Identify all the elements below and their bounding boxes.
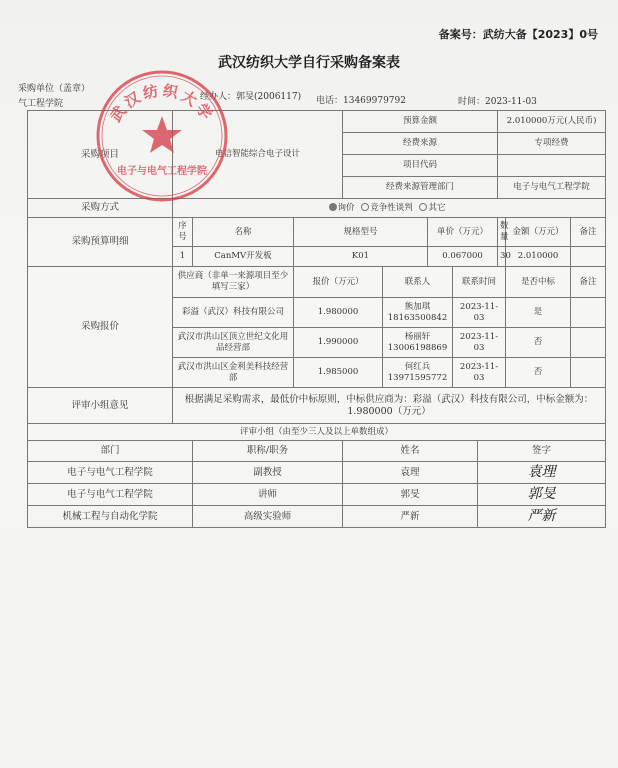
handwritten-signature: 郭旻 bbox=[527, 485, 556, 502]
group-col-dept: 部门 bbox=[28, 441, 193, 462]
form-title: 武汉纺织大学自行采购备案表 bbox=[218, 55, 400, 71]
budget-label: 预算金额 bbox=[343, 111, 498, 133]
handwritten-signature: 严新 bbox=[527, 507, 556, 524]
radio-icon bbox=[419, 203, 427, 211]
budget-col-index: 序号 bbox=[173, 218, 193, 247]
method-option-xunjia: 询价 bbox=[329, 203, 355, 214]
member-name: 严新 bbox=[343, 506, 478, 528]
review-opinion-label: 评审小组意见 bbox=[28, 388, 173, 424]
group-member-row bbox=[28, 484, 606, 506]
radio-selected-icon bbox=[329, 203, 337, 211]
quote-col-supplier: 供应商（非单一来源项目至少填写三家） bbox=[173, 267, 294, 298]
quote-contact: 熊加琪 18163500842 bbox=[383, 298, 453, 328]
quote-col-note: 备注 bbox=[571, 267, 606, 298]
seal-text: 武汉纺织大学 bbox=[106, 81, 218, 126]
quote-time: 2023-11-03 bbox=[453, 298, 506, 328]
quote-time: 2023-11-03 bbox=[453, 328, 506, 358]
review-group-title: 评审小组（由至少三人及以上单数组成） bbox=[28, 424, 606, 441]
budget-col-unit-price: 单价（万元） bbox=[428, 218, 498, 247]
budget-col-amount: 金额（万元） bbox=[506, 218, 571, 247]
fund-dept-value: 电子与电气工程学院 bbox=[498, 177, 606, 199]
method-label: 采购方式 bbox=[28, 199, 173, 218]
member-signature bbox=[478, 506, 606, 528]
quote-won: 否 bbox=[506, 358, 571, 388]
budget-col-model: 规格型号 bbox=[294, 218, 428, 247]
budget-col-qty: 数量 bbox=[498, 218, 506, 247]
member-signature bbox=[478, 462, 606, 484]
budget-row-qty: 30 bbox=[498, 247, 506, 267]
purchase-unit-label: 采购单位（盖章） bbox=[18, 84, 91, 94]
member-dept: 机械工程与自动化学院 bbox=[28, 506, 193, 528]
quote-time: 2023-11-03 bbox=[453, 358, 506, 388]
group-col-signature: 签字 bbox=[478, 441, 606, 462]
handwritten-signature: 袁理 bbox=[527, 463, 556, 480]
project-code-label: 项目代码 bbox=[343, 155, 498, 177]
quote-note bbox=[571, 358, 606, 388]
group-col-name: 姓名 bbox=[343, 441, 478, 462]
member-dept: 电子与电气工程学院 bbox=[28, 462, 193, 484]
purchase-unit-value: 气工程学院 bbox=[18, 99, 64, 109]
budget-value: 2.010000万元(人民币) bbox=[498, 111, 606, 133]
quote-col-price: 报价（万元） bbox=[294, 267, 383, 298]
project-code-value bbox=[498, 155, 606, 177]
budget-row-amount: 2.010000 bbox=[506, 247, 571, 267]
budget-row-name: CanMV开发板 bbox=[193, 247, 294, 267]
method-options bbox=[173, 199, 606, 218]
fund-source-label: 经费来源 bbox=[343, 133, 498, 155]
quote-won: 否 bbox=[506, 328, 571, 358]
quote-supplier: 武汉市洪山区金利美科技经营部 bbox=[173, 358, 294, 388]
quote-price: 1.985000 bbox=[294, 358, 383, 388]
member-dept: 电子与电气工程学院 bbox=[28, 484, 193, 506]
quote-contact: 何红兵 13971595772 bbox=[383, 358, 453, 388]
phone: 电话：13469979792 bbox=[316, 96, 406, 106]
quote-price: 1.980000 bbox=[294, 298, 383, 328]
quotes-label: 采购报价 bbox=[28, 267, 173, 388]
member-name: 袁理 bbox=[343, 462, 478, 484]
quote-note bbox=[571, 298, 606, 328]
project-name-value: 电信智能综合电子设计 bbox=[173, 111, 343, 199]
quote-supplier: 武汉市洪山区顶立世纪文化用品经营部 bbox=[173, 328, 294, 358]
budget-row-unit-price: 0.067000 bbox=[428, 247, 498, 267]
group-member-row bbox=[28, 506, 606, 528]
member-title: 高级实验师 bbox=[193, 506, 343, 528]
member-signature bbox=[478, 484, 606, 506]
quote-col-time: 联系时间 bbox=[453, 267, 506, 298]
group-member-row bbox=[28, 462, 606, 484]
filing-form-table bbox=[27, 110, 606, 528]
quote-col-contact: 联系人 bbox=[383, 267, 453, 298]
budget-row-index: 1 bbox=[173, 247, 193, 267]
project-name-label: 采购项目 bbox=[28, 111, 173, 199]
member-name: 郭旻 bbox=[343, 484, 478, 506]
method-option-other: 其它 bbox=[419, 203, 445, 214]
quote-supplier: 彩溢（武汉）科技有限公司 bbox=[173, 298, 294, 328]
handler: 经办人：郭旻(2006117) bbox=[200, 92, 302, 102]
fund-dept-label: 经费来源管理部门 bbox=[343, 177, 498, 199]
quote-price: 1.990000 bbox=[294, 328, 383, 358]
date: 时间：2023-11-03 bbox=[458, 97, 537, 107]
budget-row-model: K01 bbox=[294, 247, 428, 267]
seal-inner-text: 电子与电气工程学院 bbox=[117, 166, 207, 177]
budget-row-note bbox=[571, 247, 606, 267]
quote-contact: 杨丽轩 13006198869 bbox=[383, 328, 453, 358]
radio-icon bbox=[361, 203, 369, 211]
record-number: 备案号：武纺大备【2023】0号 bbox=[438, 28, 598, 41]
quote-col-won: 是否中标 bbox=[506, 267, 571, 298]
fund-source-value: 专项经费 bbox=[498, 133, 606, 155]
group-col-title: 职称/职务 bbox=[193, 441, 343, 462]
budget-detail-label: 采购预算明细 bbox=[28, 218, 173, 267]
budget-col-note: 备注 bbox=[571, 218, 606, 247]
budget-col-name: 名称 bbox=[193, 218, 294, 247]
member-title: 副教授 bbox=[193, 462, 343, 484]
quote-note bbox=[571, 328, 606, 358]
member-title: 讲师 bbox=[193, 484, 343, 506]
review-opinion-text: 根据满足采购需求，最低价中标原则，中标供应商为：彩溢（武汉）科技有限公司，中标金额为：1.980000（万元） bbox=[173, 388, 606, 424]
quote-won: 是 bbox=[506, 298, 571, 328]
method-option-tanpan: 竞争性谈判 bbox=[361, 203, 413, 214]
